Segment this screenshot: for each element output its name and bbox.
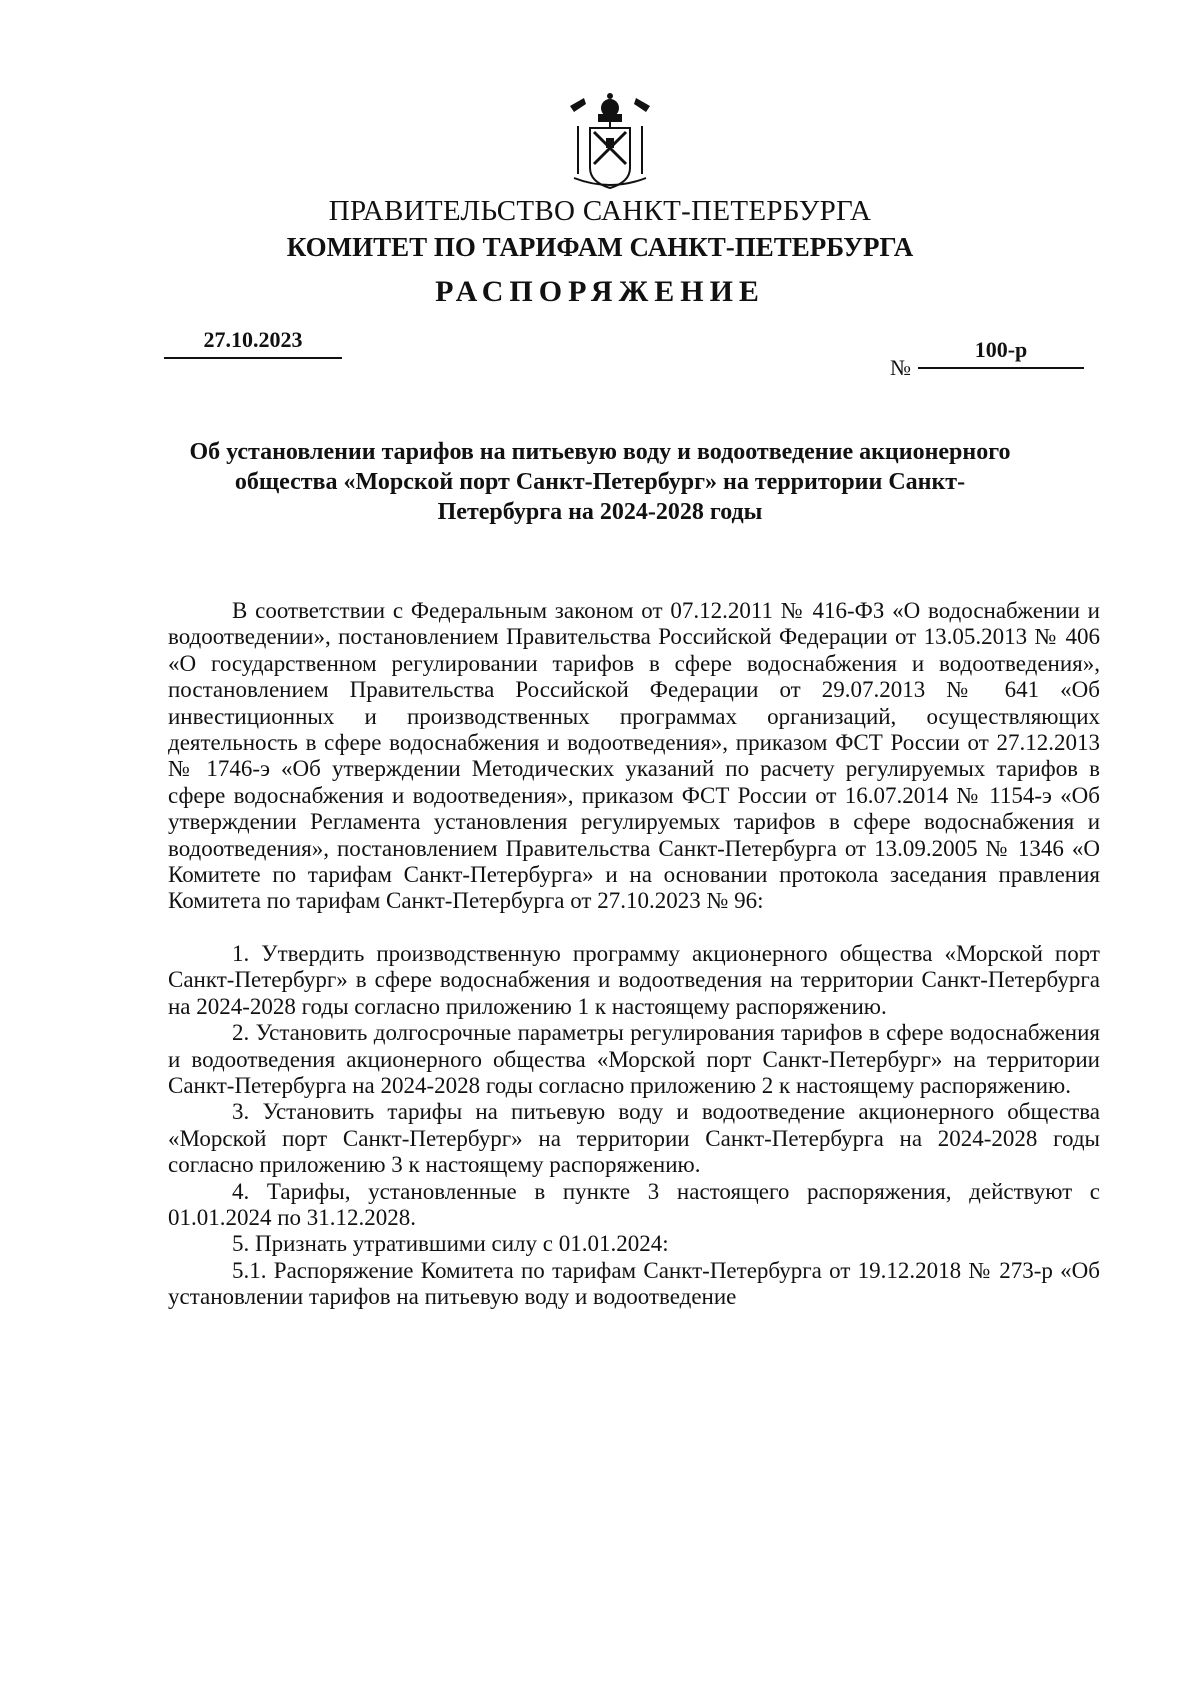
list-item: 4. Тарифы, установленные в пункте 3 настоящего распоряжения, действуют с 01.01.2024 по 31.12.2028. — [168, 1178, 1100, 1230]
document-date: 27.10.2023 — [164, 327, 342, 359]
preamble-paragraph: В соответствии с Федеральным законом от 07.12.2011 № 416-ФЗ «О водоснабжении и водоотведении», постановлением Правительства Российской Федерации от 13.05.2013 № 406 «О государственном регулировании тарифов в сфере водоснабжения и водоотведения», постановлением Правительства Российской Федерации от 29.07.2013 № 641 «Об инвестиционных и производственных программах организаций, осуществляющих деятельность в сфере водоснабжения и водоотведения», приказом ФСТ России от 27.12.2013 № 1746-э «Об утверждении Методических указаний по расчету регулируемых тарифов в сфере водоснабжения и водоотведения», приказом ФСТ России от 16.07.2014 № 1154-э «Об утверждении Регламента установления регулируемых тарифов в сфере водоснабжения и водоотведения», постановлением Правительства Санкт-Петербурга от 13.09.2005 № 1346 «О Комитете по тарифам Санкт-Петербурга» и на основании протокола заседания правления Комитета по тарифам Санкт-Петербурга от 27.10.2023 № 96: — [168, 598, 1100, 914]
committee-title: КОМИТЕТ ПО ТАРИФАМ САНКТ-ПЕТЕРБУРГА — [286, 232, 914, 262]
government-title: ПРАВИТЕЛЬСТВО САНКТ-ПЕТЕРБУРГА — [328, 195, 872, 227]
list-item: 3. Установить тарифы на питьевую воду и водоотведение акционерного общества «Морской порт Санкт-Петербург» на территории Санкт-Петербурга на 2024-2028 годы согласно приложению 3 к настоящему распоряжению. — [168, 1099, 1100, 1178]
document-number: 100-р — [918, 337, 1084, 369]
list-item: 5.1. Распоряжение Комитета по тарифам Санкт-Петербурга от 19.12.2018 № 273-р «Об установлении тарифов на питьевую воду и водоотведение — [168, 1257, 1100, 1310]
number-label: № — [890, 355, 911, 380]
list-item: 2. Установить долгосрочные параметры регулирования тарифов в сфере водоснабжения и водоотведения акционерного общества «Морской порт Санкт-Петербург» на территории Санкт-Петербурга на 2024-2028 годы согласно приложению 2 к настоящему распоряжению. — [168, 1020, 1100, 1098]
document-body — [168, 598, 1100, 1311]
document-type: РАСПОРЯЖЕНИЕ — [435, 275, 765, 308]
coat-of-arms-icon — [564, 88, 656, 192]
list-item: 5. Признать утратившими силу с 01.01.2024: — [232, 1231, 669, 1257]
document-title: Об установлении тарифов на питьевую воду и водоотведение акционерного общества «Морской порт Санкт-Петербург» на территории Санкт-Петербурга на 2024-2028 годы — [189, 439, 1011, 525]
list-item: 1. Утвердить производственную программу акционерного общества «Морской порт Санкт-Петербург» в сфере водоснабжения и водоотведения на территории Санкт-Петербурга на 2024-2028 годы согласно приложению 1 к настоящему распоряжению. — [168, 940, 1100, 1019]
